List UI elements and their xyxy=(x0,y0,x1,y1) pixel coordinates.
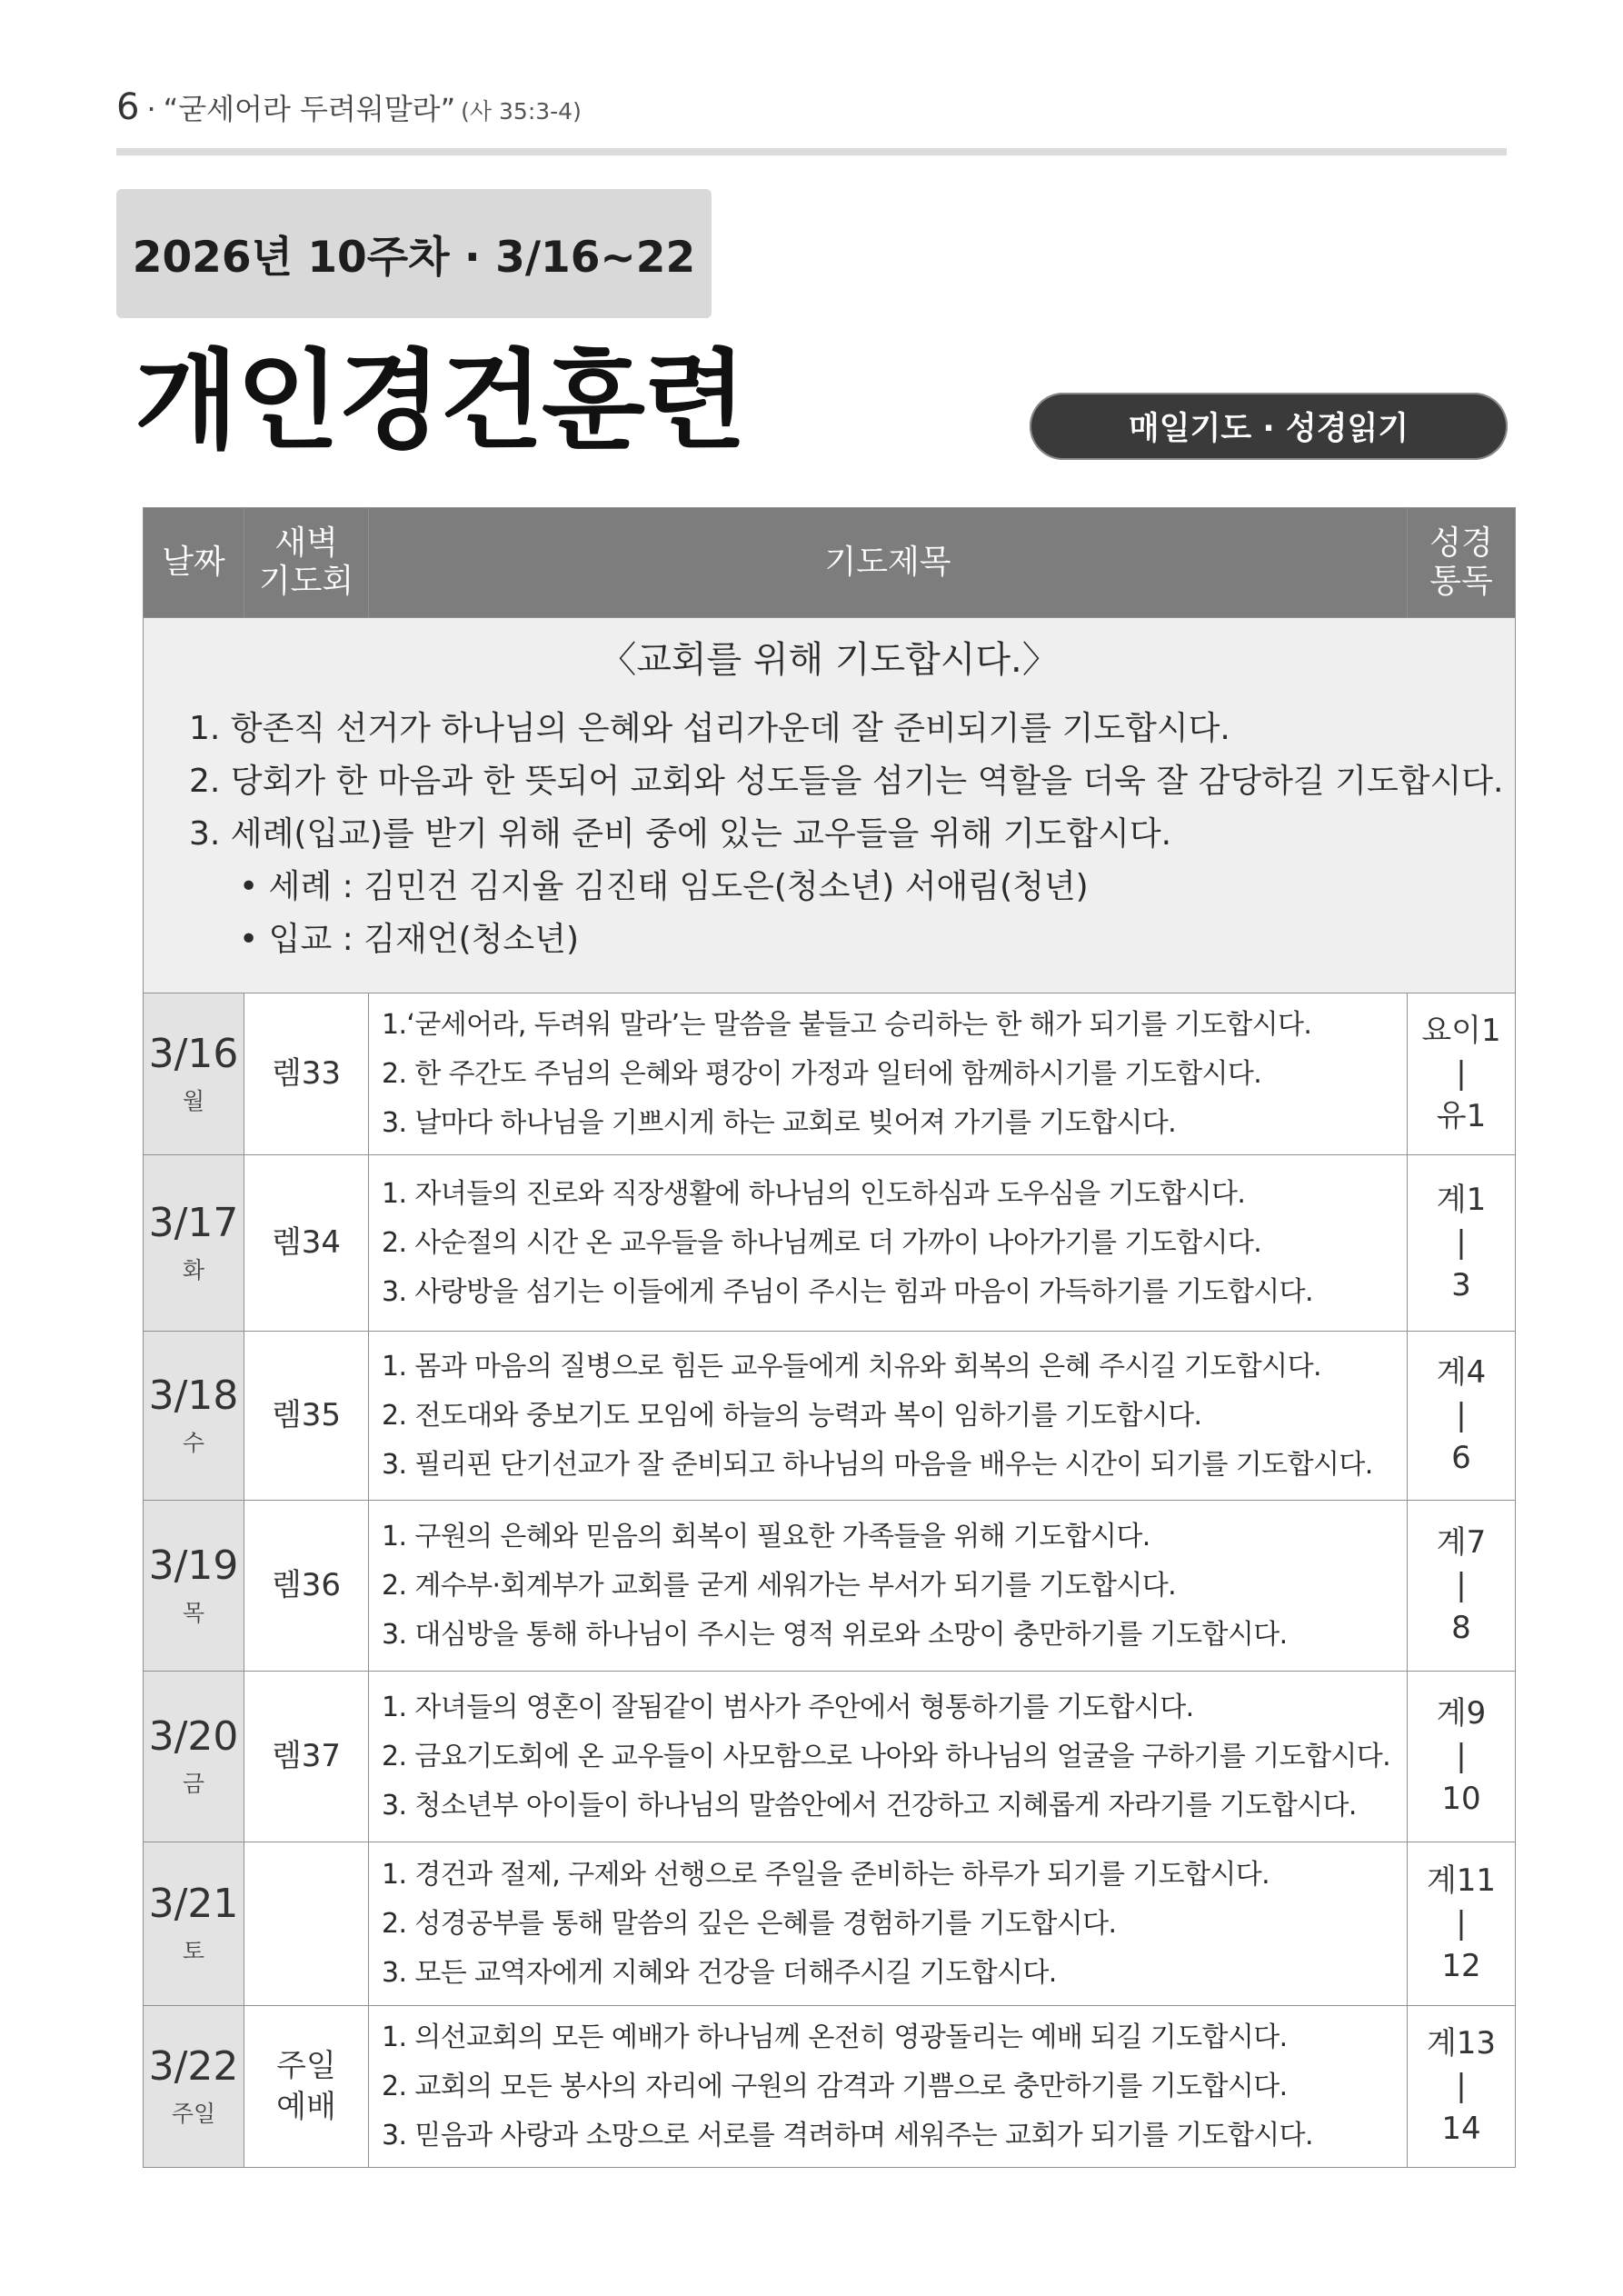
table-row xyxy=(144,2006,1516,2168)
date-cell xyxy=(144,1501,244,1672)
date: 3/18 xyxy=(148,1373,239,1420)
header-dawn-line2: 기도회 xyxy=(258,563,354,600)
dawn-prayer-cell xyxy=(244,2006,369,2168)
header-reference: (사 35:3-4) xyxy=(461,98,582,125)
prayer-topics-cell xyxy=(369,1332,1408,1501)
prayer-item: 2. 계수부·회계부가 교회를 굳게 세워가는 부서가 되기를 기도합시다. xyxy=(382,1569,1177,1602)
page-number: 6 xyxy=(116,86,140,128)
header-reading-line2: 통독 xyxy=(1429,563,1493,600)
reading-part: 14 xyxy=(1441,2111,1481,2147)
prayer-topics-cell xyxy=(369,1672,1408,1842)
weekday: 토 xyxy=(182,1937,205,1964)
prayer-item: 3. 대심방을 통해 하나님이 주시는 영적 위로와 소망이 충만하기를 기도합시다. xyxy=(382,1618,1288,1651)
table-row xyxy=(144,1501,1516,1672)
prayer-item: 1. 구원의 은혜와 믿음의 회복이 필요한 가족들을 위해 기도합시다. xyxy=(382,1520,1150,1552)
bible-reading-cell xyxy=(1408,1842,1516,2006)
reading-part: | xyxy=(1456,1905,1467,1942)
reading-part: 유1 xyxy=(1436,1098,1487,1134)
bible-reading-cell xyxy=(1408,1332,1516,1501)
reading-part: 계4 xyxy=(1436,1354,1487,1391)
dawn-prayer-cell xyxy=(244,1332,369,1501)
prayer-item: 3. 믿음과 사랑과 소망으로 서로를 격려하며 세워주는 교회가 되기를 기도합시다. xyxy=(382,2119,1313,2151)
prayer-item: 1.‘굳세어라, 두려워 말라’는 말씀을 붙들고 승리하는 한 해가 되기를 기도합시다. xyxy=(382,1008,1312,1041)
reading-part: 계9 xyxy=(1436,1695,1487,1732)
reading-part: 계7 xyxy=(1436,1524,1487,1561)
weekday: 주일 xyxy=(171,2100,216,2127)
prayer-topics-cell xyxy=(369,993,1408,1155)
date: 3/22 xyxy=(148,2043,239,2091)
header-prayer-topic: 기도제목 xyxy=(369,508,1408,618)
reading-part: | xyxy=(1456,1397,1467,1433)
reading-part: | xyxy=(1456,2068,1467,2104)
bible-reading-cell xyxy=(1408,1501,1516,1672)
intro-item: 1. 항존직 선거가 하나님의 은혜와 섭리가운데 잘 준비되기를 기도합시다. xyxy=(189,710,1230,747)
dawn-prayer-text: 렘36 xyxy=(271,1567,342,1604)
date-cell xyxy=(144,993,244,1155)
reading-part: | xyxy=(1456,1567,1467,1603)
dawn-prayer-cell xyxy=(244,1842,369,2006)
prayer-item: 1. 자녀들의 영혼이 잘됨같이 범사가 주안에서 형통하기를 기도합시다. xyxy=(382,1691,1194,1723)
reading-part: | xyxy=(1456,1738,1467,1774)
header-dawn-line1: 새벽 xyxy=(274,524,338,562)
intro-sub-item: • 세례 : 김민건 김지율 김진태 임도은(청소년) 서애림(청년) xyxy=(239,868,1089,905)
intro-item: 3. 세례(입교)를 받기 위해 준비 중에 있는 교우들을 위해 기도합시다. xyxy=(189,815,1172,853)
header-separator: · xyxy=(146,92,156,126)
church-prayer-section xyxy=(144,618,1516,993)
prayer-item: 2. 사순절의 시간 온 교우들을 하나님께로 더 가까이 나아가기를 기도합시다. xyxy=(382,1226,1262,1259)
bible-reading-cell xyxy=(1408,1155,1516,1332)
reading-part: 6 xyxy=(1451,1440,1471,1476)
header-quote: “굳세어라 두려워말라” xyxy=(163,92,456,126)
prayer-topics-cell xyxy=(369,1842,1408,2006)
intro-title: 〈교회를 위해 기도합시다.〉 xyxy=(600,639,1059,681)
dawn-prayer-text: 렘37 xyxy=(271,1738,342,1775)
table-header-row xyxy=(144,508,1516,618)
prayer-topics-cell xyxy=(369,1501,1408,1672)
weekday: 화 xyxy=(182,1256,205,1283)
prayer-topics-cell xyxy=(369,2006,1408,2168)
table-row xyxy=(144,1332,1516,1501)
running-header xyxy=(116,86,582,128)
prayer-item: 2. 교회의 모든 봉사의 자리에 구원의 감격과 기쁨으로 충만하기를 기도합시다. xyxy=(382,2070,1288,2102)
table-row xyxy=(144,1842,1516,2006)
dawn-prayer-text: 렘35 xyxy=(271,1397,342,1434)
header-bible-reading xyxy=(1408,508,1516,618)
dawn-prayer-text-line2: 예배 xyxy=(276,2088,336,2125)
reading-part: 12 xyxy=(1441,1948,1481,1984)
prayer-item: 2. 전도대와 중보기도 모임에 하늘의 능력과 복이 임하기를 기도합시다. xyxy=(382,1399,1202,1432)
prayer-item: 3. 청소년부 아이들이 하나님의 말씀안에서 건강하고 지혜롭게 자라기를 기도합시다. xyxy=(382,1789,1357,1822)
prayer-item: 3. 사랑방을 섬기는 이들에게 주님이 주시는 힘과 마음이 가득하기를 기도합시다. xyxy=(382,1275,1313,1308)
bible-reading-cell xyxy=(1408,1672,1516,1842)
bible-reading-cell xyxy=(1408,2006,1516,2168)
category-badge: 매일기도 · 성경읽기 xyxy=(1030,393,1508,460)
prayer-item: 1. 경건과 절제, 구제와 선행으로 주일을 준비하는 하루가 되기를 기도합시다. xyxy=(382,1858,1270,1891)
dawn-prayer-cell xyxy=(244,993,369,1155)
header-dawn-prayer xyxy=(244,508,369,618)
prayer-item: 3. 날마다 하나님을 기쁘시게 하는 교회로 빚어져 가기를 기도합시다. xyxy=(382,1106,1177,1139)
header-rule xyxy=(116,148,1507,155)
reading-part: 계13 xyxy=(1426,2025,1497,2061)
prayer-item: 2. 한 주간도 주님의 은혜와 평강이 가정과 일터에 함께하시기를 기도합시다. xyxy=(382,1057,1262,1090)
date: 3/17 xyxy=(148,1200,239,1247)
prayer-item: 1. 의선교회의 모든 예배가 하나님께 온전히 영광돌리는 예배 되길 기도합시다. xyxy=(382,2021,1288,2053)
page-title: 개인경건훈련 xyxy=(134,338,745,464)
reading-part: 계1 xyxy=(1436,1182,1487,1218)
bible-reading-cell xyxy=(1408,993,1516,1155)
reading-part: 3 xyxy=(1451,1267,1471,1303)
dawn-prayer-cell xyxy=(244,1501,369,1672)
prayer-topics-cell xyxy=(369,1155,1408,1332)
intro-row xyxy=(144,618,1516,993)
dawn-prayer-cell xyxy=(244,1155,369,1332)
prayer-item: 3. 필리핀 단기선교가 잘 준비되고 하나님의 마음을 배우는 시간이 되기를 기도합시다. xyxy=(382,1448,1373,1481)
table-row xyxy=(144,993,1516,1155)
prayer-item: 2. 성경공부를 통해 말씀의 깊은 은혜를 경험하기를 기도합시다. xyxy=(382,1907,1117,1940)
date-cell xyxy=(144,2006,244,2168)
date: 3/19 xyxy=(148,1542,239,1590)
date-cell xyxy=(144,1155,244,1332)
dawn-prayer-text: 주일 xyxy=(276,2048,336,2085)
reading-part: | xyxy=(1456,1055,1467,1092)
header-reading-line1: 성경 xyxy=(1429,524,1493,562)
reading-part: 요이1 xyxy=(1421,1013,1501,1049)
intro-item: 2. 당회가 한 마음과 한 뜻되어 교회와 성도들을 섬기는 역할을 더욱 잘 감당하길 기도합시다. xyxy=(189,763,1504,800)
intro-sub-item: • 입교 : 김재언(청소년) xyxy=(239,921,579,958)
weekday: 금 xyxy=(182,1770,205,1797)
header-date: 날짜 xyxy=(144,508,244,618)
prayer-item: 1. 몸과 마음의 질병으로 힘든 교우들에게 치유와 회복의 은혜 주시길 기도합시다. xyxy=(382,1350,1321,1383)
table-row xyxy=(144,1155,1516,1332)
date-cell xyxy=(144,1332,244,1501)
weekday: 목 xyxy=(182,1599,205,1626)
table-row xyxy=(144,1672,1516,1842)
date: 3/20 xyxy=(148,1713,239,1761)
reading-part: | xyxy=(1456,1224,1467,1261)
date-cell xyxy=(144,1842,244,2006)
reading-part: 계11 xyxy=(1426,1862,1497,1899)
weekday: 수 xyxy=(182,1429,205,1456)
date: 3/16 xyxy=(148,1031,239,1078)
dawn-prayer-text: 렘34 xyxy=(271,1224,342,1262)
date-cell xyxy=(144,1672,244,1842)
weekday: 월 xyxy=(182,1087,205,1114)
prayer-schedule-table xyxy=(143,507,1516,2168)
prayer-item: 2. 금요기도회에 온 교우들이 사모함으로 나아와 하나님의 얼굴을 구하기를 기도합시다. xyxy=(382,1740,1391,1772)
prayer-item: 1. 자녀들의 진로와 직장생활에 하나님의 인도하심과 도우심을 기도합시다. xyxy=(382,1177,1246,1210)
prayer-item: 3. 모든 교역자에게 지혜와 건강을 더해주시길 기도합시다. xyxy=(382,1956,1057,1989)
reading-part: 8 xyxy=(1451,1610,1471,1646)
reading-part: 10 xyxy=(1441,1781,1481,1817)
week-label: 2026년 10주차 · 3/16~22 xyxy=(116,189,712,318)
date: 3/21 xyxy=(148,1881,239,1928)
dawn-prayer-text: 렘33 xyxy=(271,1055,342,1093)
dawn-prayer-cell xyxy=(244,1672,369,1842)
